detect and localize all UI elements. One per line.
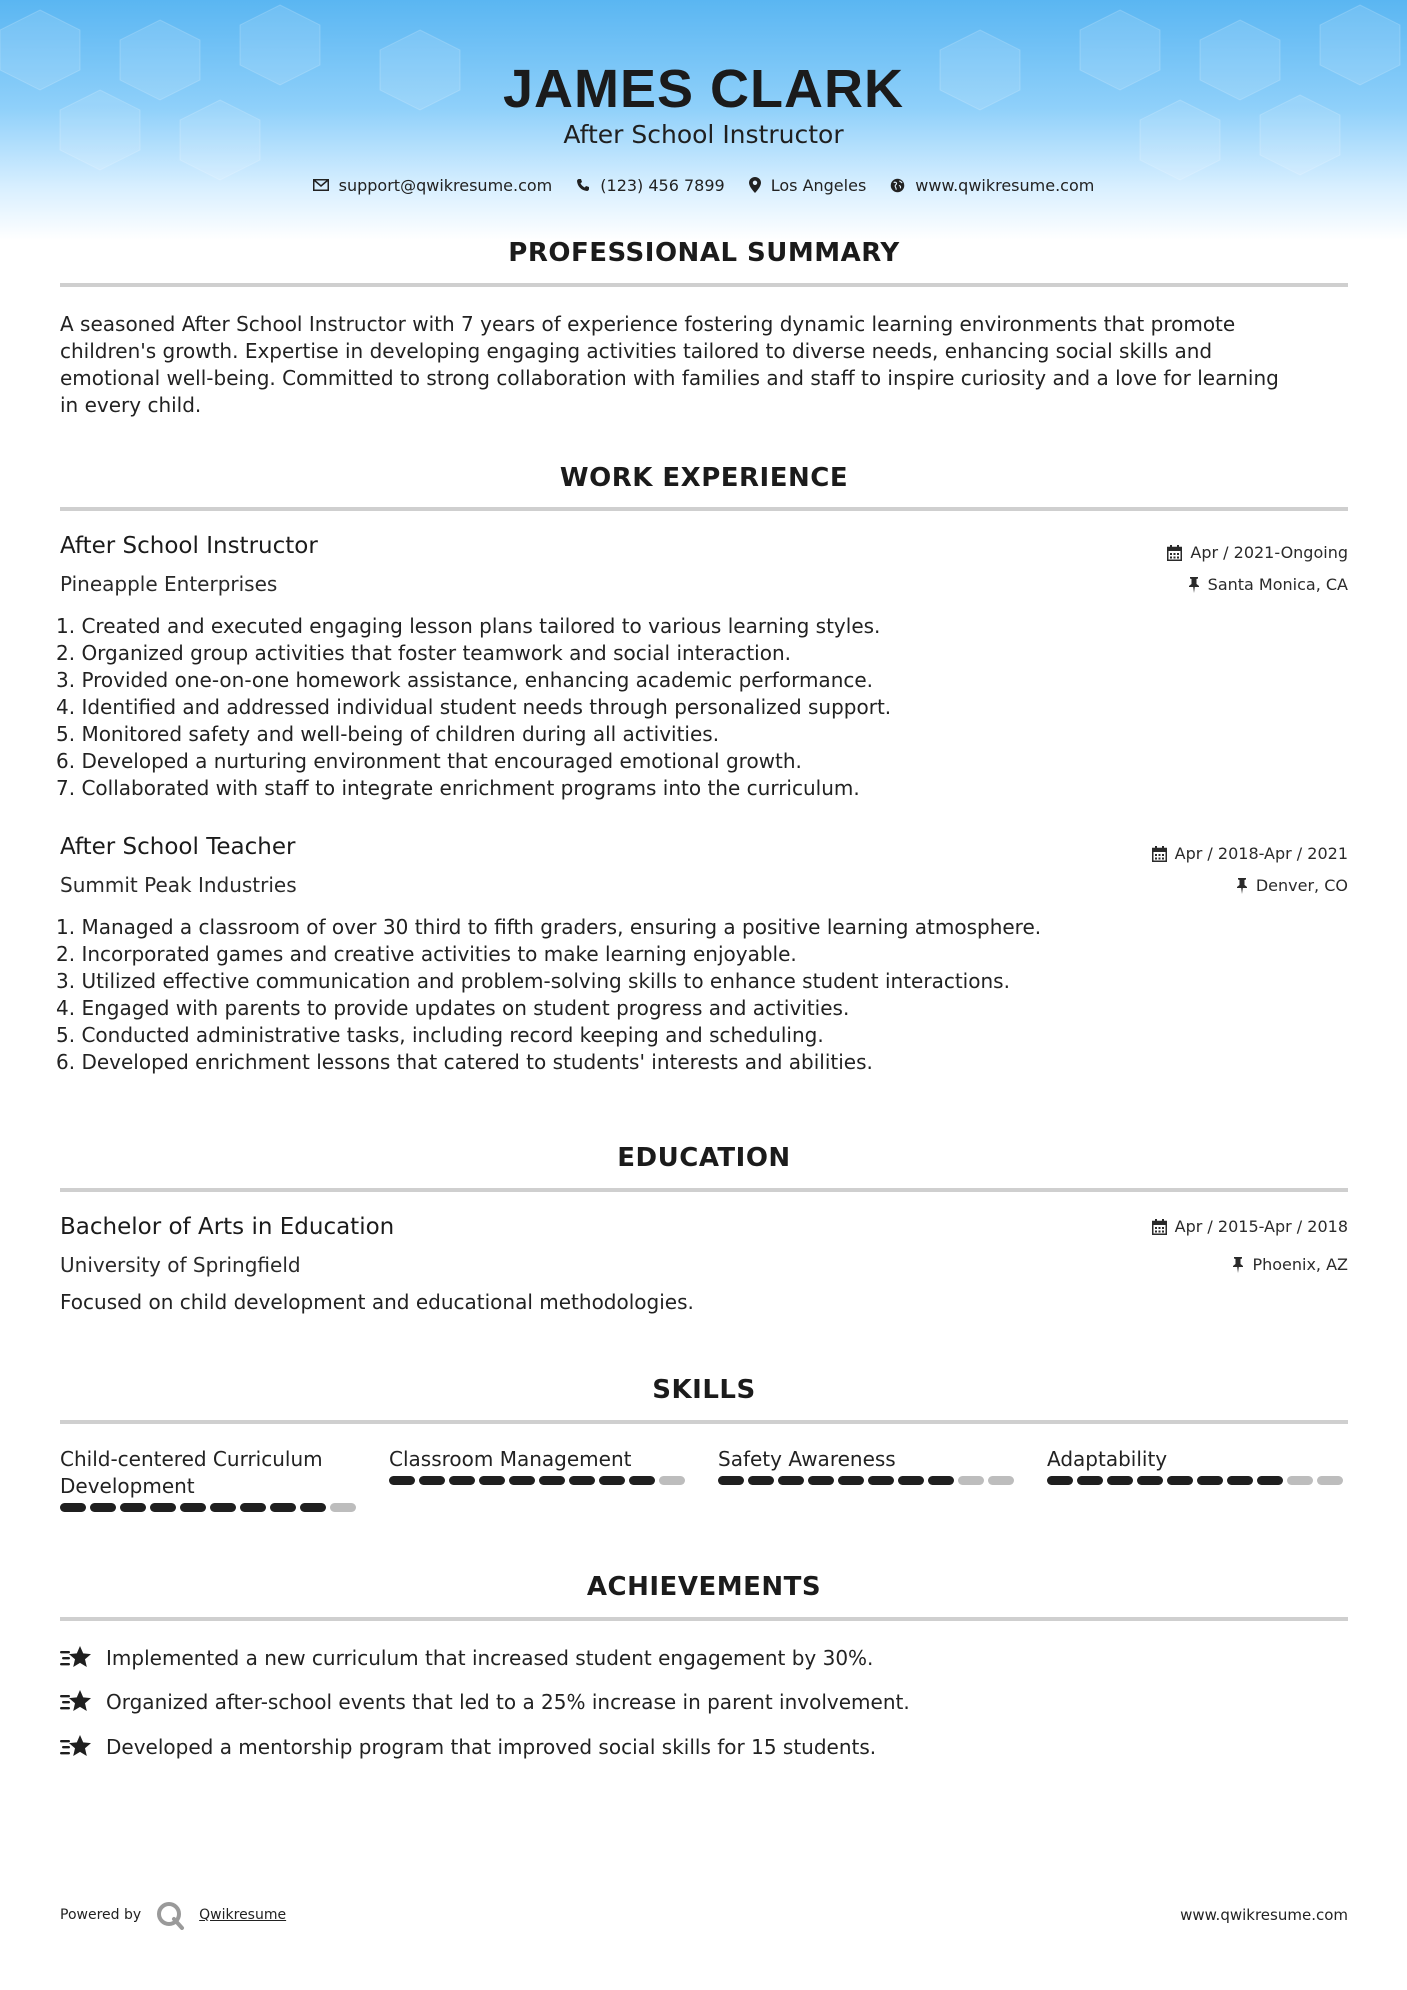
skill-segment-filled [539,1476,565,1485]
skill-segment-filled [838,1476,864,1485]
summary-text [60,311,1348,419]
job-location [1236,876,1348,895]
achievement-item [60,1645,873,1671]
skill-segment-filled [629,1476,655,1485]
list-item: 5. Conducted administrative tasks, including record keeping and scheduling. [56,1023,824,1047]
list-item: 2. Incorporated games and creative activities to make learning enjoyable. [56,942,797,966]
skill-segment-filled [1077,1476,1103,1485]
phone-icon [576,178,590,192]
skill-segment-filled [150,1503,176,1512]
skill-segment-filled [210,1503,236,1512]
skill-segment-filled [1137,1476,1163,1485]
skill-segment-filled [898,1476,924,1485]
summary-line: in every child. [60,393,202,417]
calendar-icon [1152,1219,1167,1235]
shooting-star-icon [60,1645,92,1671]
achievement-item [60,1689,910,1715]
contact-phone[interactable] [576,176,724,195]
list-item: 1. Created and executed engaging lesson plans tailored to various learning styles. [56,614,881,638]
job-title: After School Teacher [60,834,296,860]
skill-segment-filled [808,1476,834,1485]
job-dates-text: Apr / 2021-Ongoing [1190,543,1348,562]
skill-segment-filled [509,1476,535,1485]
skill-segment-filled [240,1503,266,1512]
skill-item [389,1446,689,1485]
skill-segment-filled [300,1503,326,1512]
achievement-text: Organized after-school events that led to a 25% increase in parent involvement. [106,1690,910,1714]
skill-item [1047,1446,1347,1485]
skill-item [718,1446,1018,1485]
list-item: 5. Monitored safety and well-being of children during all activities. [56,722,720,746]
skill-name-line: Classroom Management [389,1447,632,1471]
powered-by-label: Powered by [60,1907,142,1923]
contact-bar [0,172,1407,198]
globe-icon [890,178,905,193]
footer-website[interactable]: www.qwikresume.com [1180,1906,1348,1924]
skill-segment-filled [1197,1476,1223,1485]
list-item: 4. Identified and addressed individual student needs through personalized support. [56,695,892,719]
shooting-star-icon [60,1689,92,1715]
experience-title: WORK EXPERIENCE [559,463,849,493]
achievements-divider [60,1617,1348,1621]
list-item: 3. Provided one-on-one homework assistance, enhancing academic performance. [56,668,874,692]
education-dates [1152,1217,1348,1236]
skill-name [1047,1446,1347,1473]
summary-line: A seasoned After School Instructor with 7 years of experience fostering dynamic learning environments that promote [60,312,1236,336]
contact-location [749,176,867,195]
pushpin-icon [1232,1257,1244,1273]
skill-segment-filled [569,1476,595,1485]
skill-segment-filled [419,1476,445,1485]
education-dates-text: Apr / 2015-Apr / 2018 [1174,1217,1348,1236]
contact-website-text: www.qwikresume.com [915,175,1095,195]
list-item: 4. Engaged with parents to provide updates on student progress and activities. [56,996,850,1020]
contact-email[interactable] [313,176,553,195]
skill-segment-empty [659,1476,685,1485]
skill-segment-filled [449,1476,475,1485]
skill-segment-filled [868,1476,894,1485]
job-company: Pineapple Enterprises [60,572,278,596]
skill-name-line: Safety Awareness [718,1447,896,1471]
skill-segment-filled [748,1476,774,1485]
skill-name [60,1446,360,1500]
education-location-text: Phoenix, AZ [1252,1255,1348,1274]
skill-segment-filled [389,1476,415,1485]
skill-segment-filled [1227,1476,1253,1485]
skill-item [60,1446,360,1512]
candidate-name: JAMES CLARK [502,59,905,119]
contact-phone-text: (123) 456 7899 [600,175,725,195]
summary-line: emotional well-being. Committed to strong collaboration with families and staff to inspire curiosity and a love for learning [60,366,1279,390]
job-location-text: Santa Monica, CA [1207,575,1348,594]
education-divider [60,1188,1348,1192]
skill-name-line: Child-centered Curriculum [60,1447,323,1471]
summary-line: children's growth. Expertise in developing engaging activities tailored to diverse needs, enhancing social skills and [60,339,1213,363]
achievement-text: Developed a mentorship program that improved social skills for 15 students. [106,1735,877,1759]
job-bullets [56,914,1041,1076]
degree-title: Bachelor of Arts in Education [60,1214,395,1240]
skill-segment-empty [330,1503,356,1512]
skills-title: SKILLS [652,1375,756,1405]
education-location [1232,1255,1348,1274]
skill-segment-filled [778,1476,804,1485]
pushpin-icon [1236,878,1248,894]
list-item: 3. Utilized effective communication and problem-solving skills to enhance student interactions. [56,969,1010,993]
skill-segment-filled [1047,1476,1073,1485]
contact-email-text: support@qwikresume.com [338,175,553,195]
skill-segment-empty [1317,1476,1343,1485]
footer-powered-by [60,1900,286,1930]
list-item: 6. Developed enrichment lessons that catered to students' interests and abilities. [56,1050,873,1074]
job-company: Summit Peak Industries [60,873,297,897]
skill-segment-filled [180,1503,206,1512]
qwikresume-logo-icon [155,1900,185,1930]
pushpin-icon [1188,577,1200,593]
contact-website[interactable] [890,176,1094,195]
achievement-item [60,1734,876,1760]
map-pin-icon [749,177,761,193]
skill-rating [718,1476,1018,1485]
list-item: 7. Collaborated with staff to integrate enrichment programs into the curriculum. [56,776,860,800]
skill-rating [1047,1476,1347,1485]
skill-segment-filled [90,1503,116,1512]
job-dates [1152,844,1348,863]
skill-segment-filled [928,1476,954,1485]
skill-rating [60,1503,360,1512]
skill-rating [389,1476,689,1485]
achievement-text: Implemented a new curriculum that increased student engagement by 30%. [106,1646,874,1670]
calendar-icon [1152,846,1167,862]
summary-divider [60,283,1348,287]
skill-segment-empty [1287,1476,1313,1485]
skill-name [718,1446,1018,1473]
job-bullets [56,613,891,802]
skill-segment-filled [1257,1476,1283,1485]
skill-name [389,1446,689,1473]
skill-segment-filled [479,1476,505,1485]
list-item: 1. Managed a classroom of over 30 third to fifth graders, ensuring a positive learning atmosphere. [56,915,1042,939]
education-title: EDUCATION [617,1143,791,1173]
candidate-role: After School Instructor [563,120,844,149]
school-name: University of Springfield [60,1253,301,1277]
experience-divider [60,507,1348,511]
skill-name-line: Adaptability [1047,1447,1168,1471]
skill-segment-filled [60,1503,86,1512]
list-item: 6. Developed a nurturing environment that encouraged emotional growth. [56,749,802,773]
skill-name-line: Development [60,1474,195,1498]
achievements-title: ACHIEVEMENTS [586,1572,822,1602]
job-location [1188,575,1348,594]
job-dates [1167,543,1348,562]
skill-segment-filled [599,1476,625,1485]
skill-segment-empty [958,1476,984,1485]
job-location-text: Denver, CO [1255,876,1348,895]
education-description: Focused on child development and educational methodologies. [60,1290,694,1314]
envelope-icon [313,179,329,191]
job-dates-text: Apr / 2018-Apr / 2021 [1174,844,1348,863]
list-item: 2. Organized group activities that foster teamwork and social interaction. [56,641,791,665]
skill-segment-filled [120,1503,146,1512]
skill-segment-empty [988,1476,1014,1485]
qwikresume-link[interactable]: Qwikresume [199,1907,287,1923]
skill-segment-filled [718,1476,744,1485]
contact-location-text: Los Angeles [770,175,867,195]
skill-segment-filled [270,1503,296,1512]
skill-segment-filled [1167,1476,1193,1485]
skills-divider [60,1420,1348,1424]
job-title: After School Instructor [60,533,318,559]
calendar-icon [1167,545,1182,561]
skill-segment-filled [1107,1476,1133,1485]
summary-title: PROFESSIONAL SUMMARY [508,238,900,268]
shooting-star-icon [60,1734,92,1760]
